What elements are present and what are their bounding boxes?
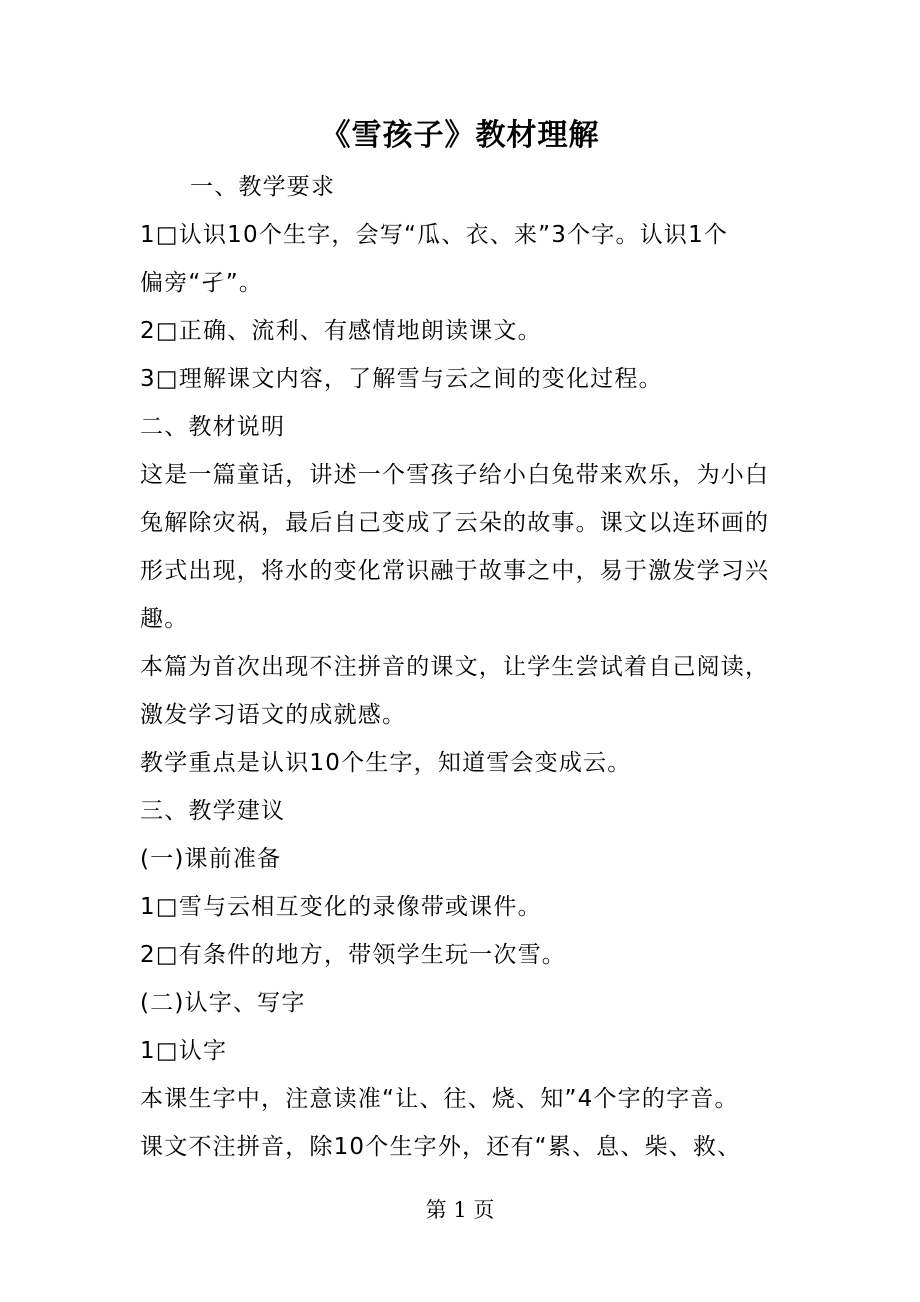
- text-line: 1□雪与云相互变化的录像带或课件。: [140, 894, 542, 920]
- section-heading: 一、教学要求: [190, 174, 336, 200]
- text-line: 教学重点是认识10个生字，知道雪会变成云。: [140, 750, 632, 776]
- text-line: 1□认识10个生字，会写“瓜、衣、来”3个字。认识1个: [140, 222, 729, 248]
- text-line: 2□正确、流利、有感情地朗读课文。: [140, 318, 542, 344]
- section-heading: 三、教学建议: [140, 798, 286, 824]
- text-line: 趣。: [140, 606, 189, 632]
- text-line: 2□有条件的地方，带领学生玩一次雪。: [140, 942, 566, 968]
- text-line: 激发学习语文的成就感。: [140, 702, 407, 728]
- text-line: 课文不注拼音，除10个生字外，还有“累、息、柴、救、: [140, 1134, 742, 1160]
- subsection-heading: (一)课前准备: [140, 846, 282, 872]
- text-line: 偏旁“孑”。: [140, 270, 264, 296]
- document-body: [140, 163, 785, 1171]
- text-line: 3□理解课文内容，了解雪与云之间的变化过程。: [140, 366, 663, 392]
- text-line: 本篇为首次出现不注拼音的课文，让学生尝试着自己阅读，: [140, 654, 770, 680]
- text-line: 1□认字: [140, 1038, 228, 1064]
- text-line: 这是一篇童话，讲述一个雪孩子给小白兔带来欢乐，为小白: [140, 462, 770, 488]
- section-heading: 二、教材说明: [140, 414, 286, 440]
- document-title: 《雪孩子》教材理解: [320, 118, 600, 153]
- text-line: 兔解除灾祸，最后自己变成了云朵的故事。课文以连环画的: [140, 510, 770, 536]
- text-line: 形式出现，将水的变化常识融于故事之中，易于激发学习兴: [140, 558, 770, 584]
- page-number: 第 1 页: [425, 1198, 495, 1222]
- text-line: 本课生字中，注意读准“让、往、烧、知”4个字的字音。: [140, 1086, 739, 1112]
- subsection-heading: (二)认字、写字: [140, 990, 306, 1016]
